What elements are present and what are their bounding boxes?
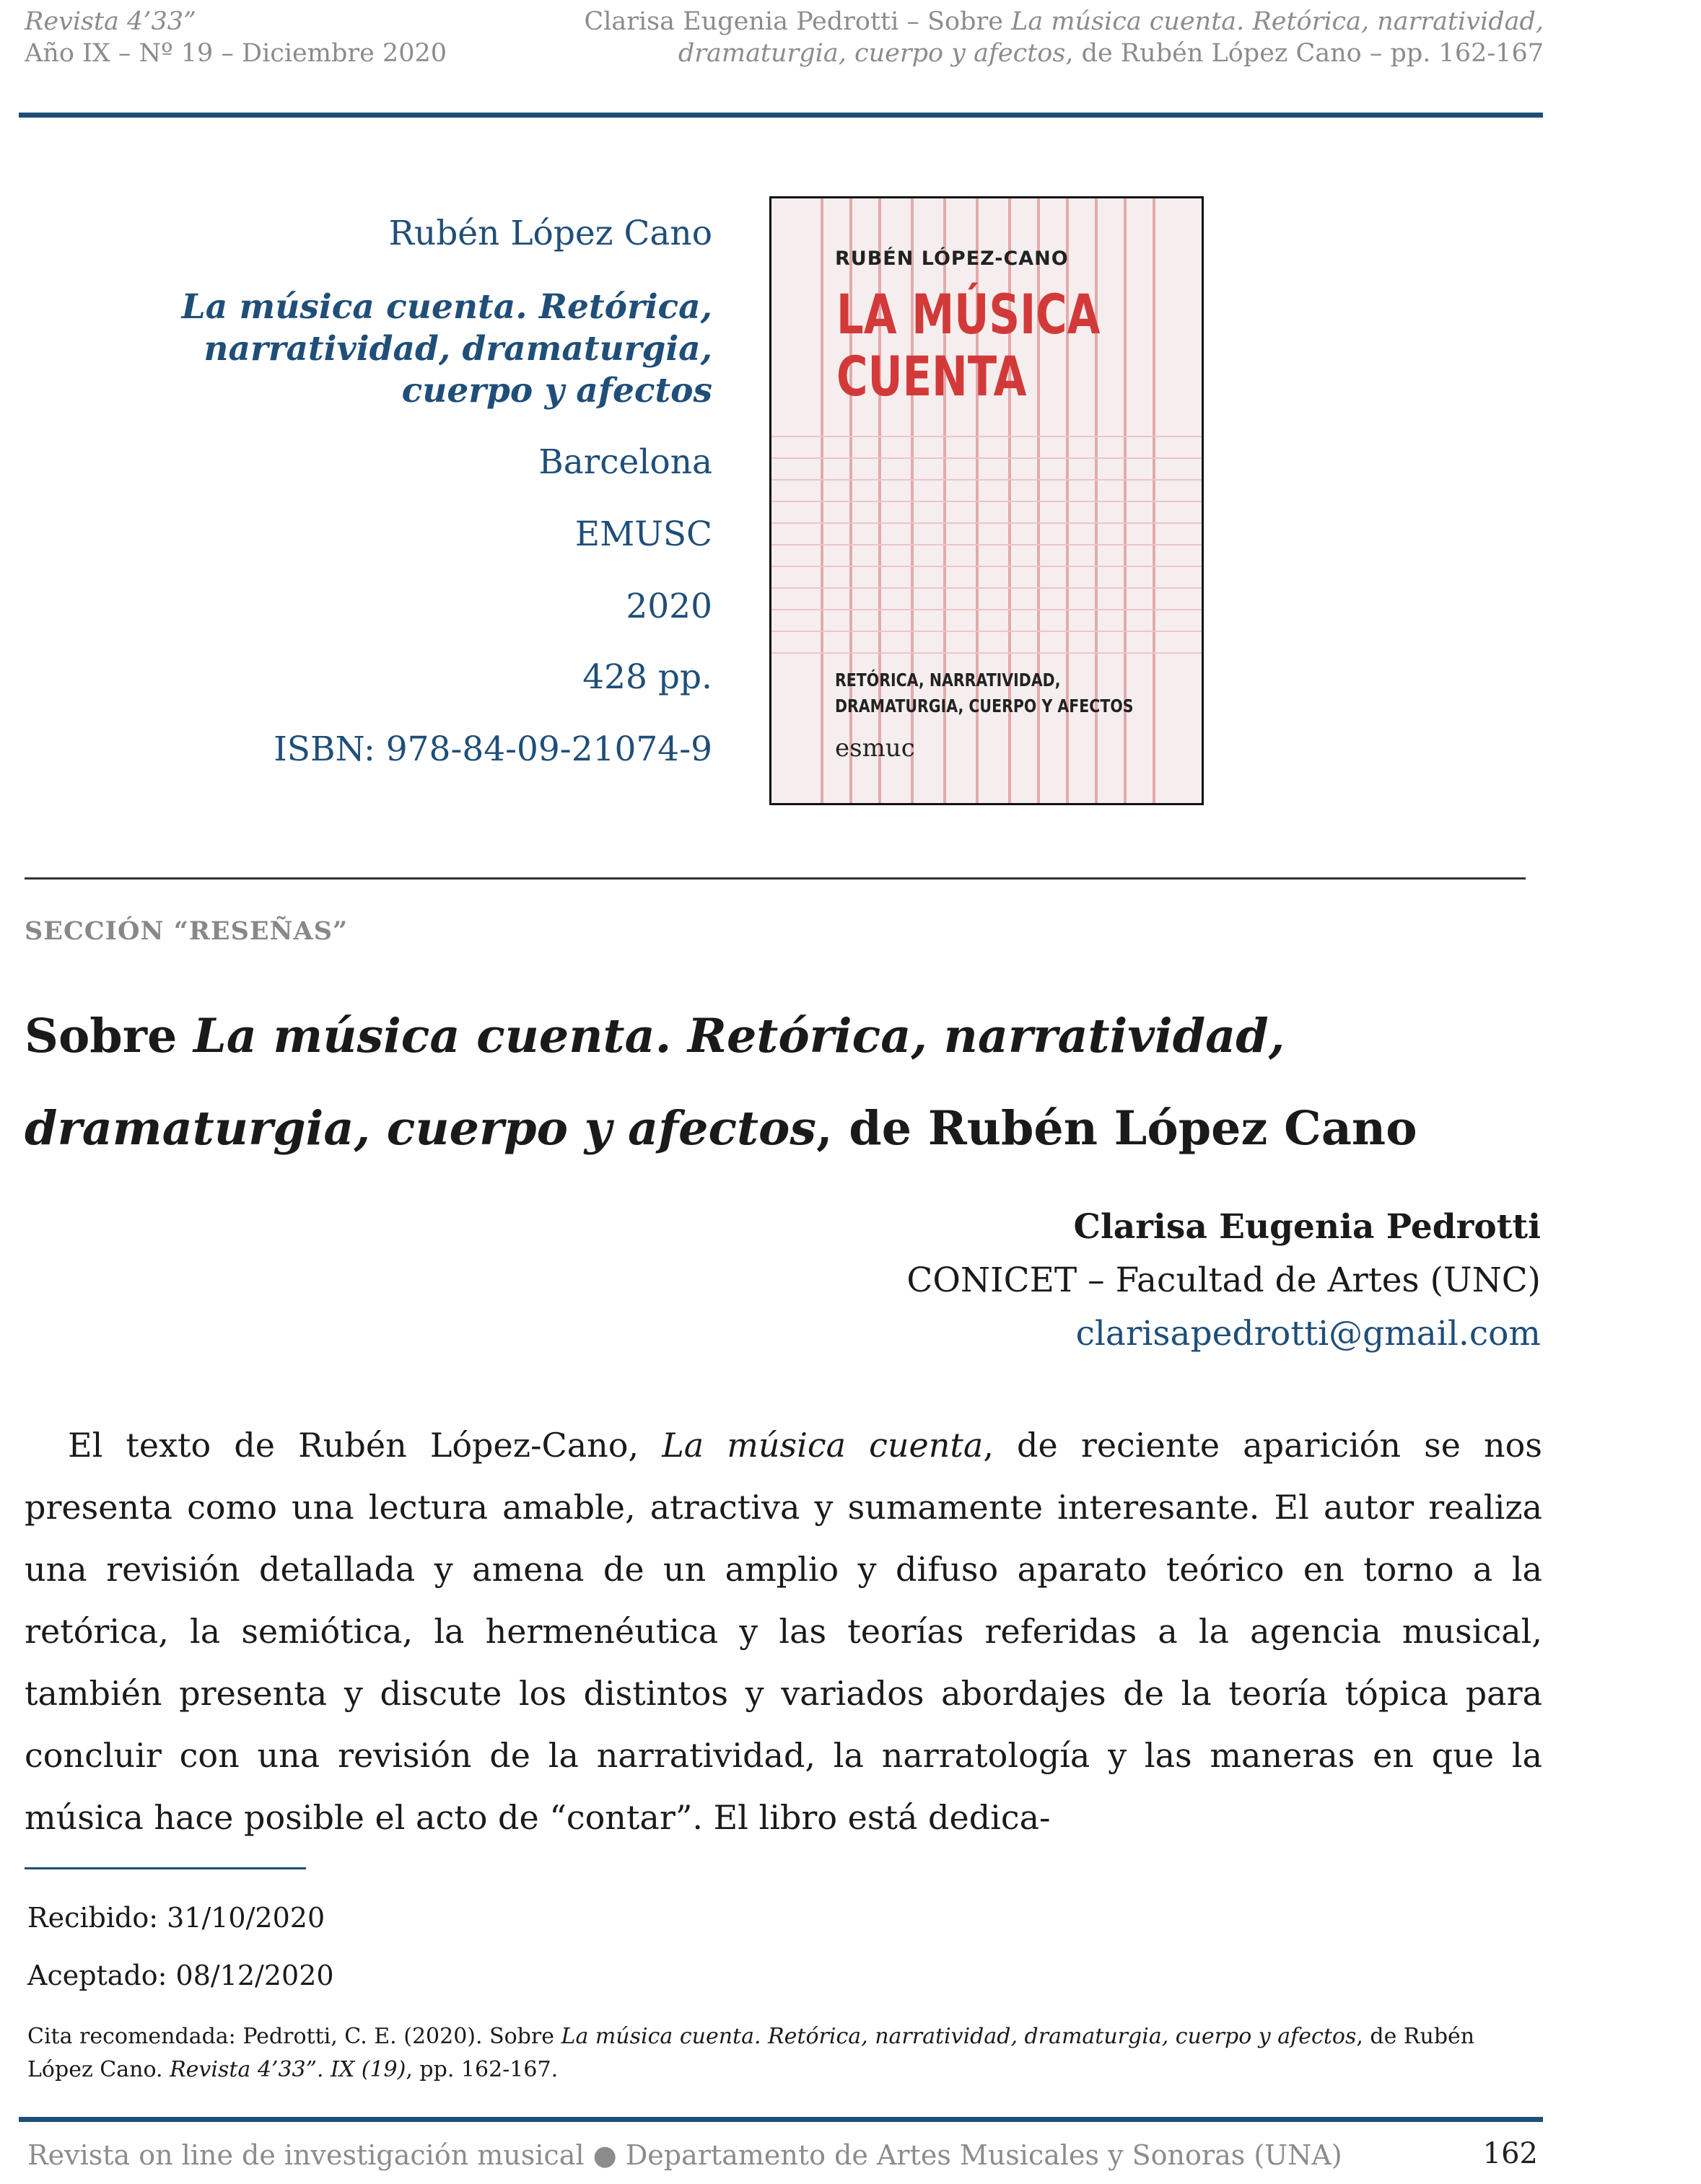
reviewer-name: Clarisa Eugenia Pedrotti xyxy=(1073,1207,1541,1247)
running-author: Clarisa Eugenia Pedrotti – Sobre xyxy=(584,7,1003,36)
journal-name: Revista 4’33” xyxy=(25,7,196,36)
reviewer-affiliation: CONICET – Facultad de Artes (UNC) xyxy=(906,1260,1541,1300)
cover-subtitle xyxy=(835,667,1134,719)
cover-publisher-logo: esmuc xyxy=(835,734,915,763)
running-title-cont: dramaturgia, cuerpo y afectos xyxy=(678,39,1066,68)
book-title-line: cuerpo y afectos xyxy=(401,371,712,411)
footnote-rule xyxy=(25,1867,306,1869)
cover-subtitle-line: RETÓRICA, NARRATIVIDAD, xyxy=(835,670,1061,690)
running-title: La música cuenta. Retórica, narratividad, xyxy=(1011,7,1544,36)
accepted-date: Aceptado: 08/12/2020 xyxy=(27,1960,334,1991)
book-title xyxy=(182,286,712,412)
book-pages: 428 pp. xyxy=(582,657,712,697)
cite-journal: Revista 4’33”. IX (19) xyxy=(170,2057,406,2082)
cover-title xyxy=(836,284,1101,408)
article-title xyxy=(25,990,1554,1175)
cite-text: , de Rubén López Cano. xyxy=(27,2024,1475,2082)
cite-text: , pp. 162-167. xyxy=(406,2057,559,2082)
body-text: , de reciente aparición se nos presenta como una lectura amable, atractiva y sumamente interesante. El autor realiza una revisión detallada y amena de un amplio y difuso aparato teórico en torno a la retórica, la semiótica, la hermenéutica y las teorías referidas a la agencia musical, también presenta y discute los distintos y variados abordajes de la teoría tópica para concluir con una revisión de la narratividad, la narratología y las maneras en que la música hace posible el acto de “contar”. El libro está dedica- xyxy=(25,1426,1542,1837)
reviewer-block xyxy=(906,1201,1541,1361)
cover-subtitle-line: DRAMATURGIA, CUERPO Y AFECTOS xyxy=(835,696,1134,716)
body-text: El texto de Rubén López-Cano, xyxy=(68,1426,663,1465)
issue-info: Año IX – Nº 19 – Diciembre 2020 xyxy=(25,39,447,68)
book-publisher: EMUSC xyxy=(574,514,712,554)
book-title-line: La música cuenta. Retórica, xyxy=(181,287,712,327)
title-prefix: Sobre xyxy=(25,1009,193,1064)
book-isbn: ISBN: 978-84-09-21074-9 xyxy=(274,729,712,769)
book-city: Barcelona xyxy=(538,442,712,482)
page-number: 162 xyxy=(1482,2137,1538,2170)
title-suffix: , de Rubén López Cano xyxy=(816,1101,1417,1156)
section-label: SECCIÓN “RESEÑAS” xyxy=(25,916,349,946)
cover-author: RUBÉN LÓPEZ-CANO xyxy=(835,247,1069,270)
cover-title-line: CUENTA xyxy=(836,344,1027,408)
section-divider xyxy=(25,877,1526,880)
footer-text: Revista on line de investigación musical ● Departamento de Artes Musicales y Sonoras (UNA) xyxy=(27,2139,1342,2171)
cover-title-line: LA MÚSICA xyxy=(836,282,1101,346)
running-header-left xyxy=(25,6,447,69)
received-date: Recibido: 31/10/2020 xyxy=(27,1902,325,1934)
title-italic: dramaturgia, cuerpo y afectos xyxy=(25,1101,817,1156)
reviewer-email-link[interactable]: clarisapedrotti@gmail.com xyxy=(1075,1314,1541,1354)
header-rule xyxy=(19,113,1543,118)
recommended-citation xyxy=(27,2020,1543,2087)
cite-italic: La música cuenta. Retórica, narratividad, dramaturgia, cuerpo y afectos xyxy=(561,2024,1357,2049)
cite-text: Cita recomendada: Pedrotti, C. E. (2020). Sobre xyxy=(27,2024,561,2049)
running-rest: , de Rubén López Cano – pp. 162-167 xyxy=(1065,39,1544,68)
book-author: Rubén López Cano xyxy=(388,214,712,253)
running-header-right xyxy=(584,6,1544,69)
body-paragraph xyxy=(25,1414,1542,1848)
book-year: 2020 xyxy=(626,587,712,626)
article-body xyxy=(25,1414,1542,1848)
book-cover-image xyxy=(769,196,1204,805)
book-title-line: narratividad, dramaturgia, xyxy=(204,329,712,369)
body-italic: La música cuenta xyxy=(662,1426,984,1465)
footer-rule xyxy=(19,2117,1543,2122)
title-italic: La música cuenta. Retórica, narratividad, xyxy=(193,1009,1285,1064)
